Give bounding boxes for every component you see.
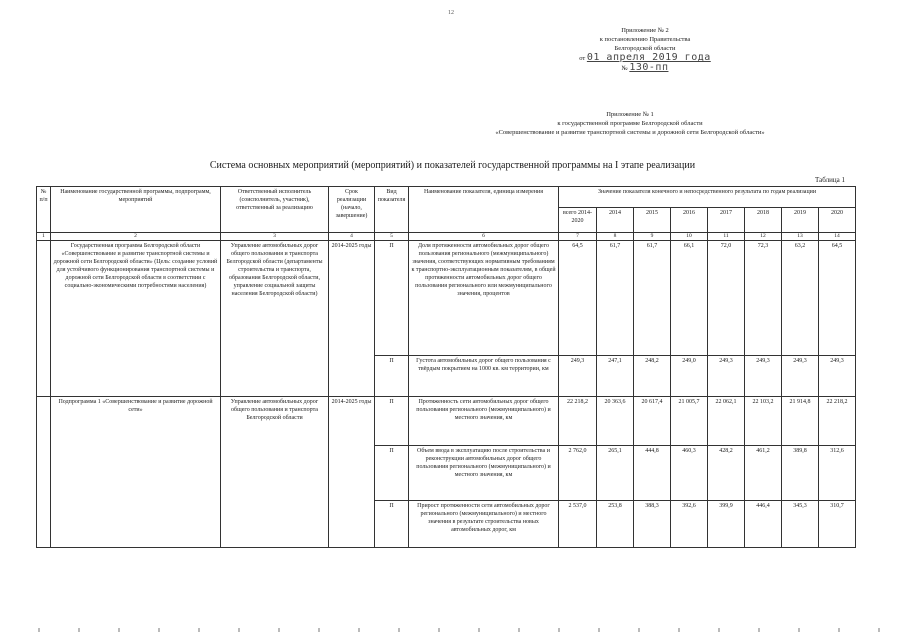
value-cell: 249,3 xyxy=(708,356,745,397)
col-number: 14 xyxy=(819,233,856,241)
col-number: 7 xyxy=(559,233,597,241)
col-number: 10 xyxy=(671,233,708,241)
header-year-total: всего 2014-2020 xyxy=(559,208,597,233)
col-number: 11 xyxy=(708,233,745,241)
header-year-2019: 2019 xyxy=(782,208,819,233)
appendix-2-number-value: 130-пп xyxy=(629,62,669,73)
value-cell: 392,6 xyxy=(671,501,708,548)
value-cell: 2 537,0 xyxy=(559,501,597,548)
value-cell: 249,3 xyxy=(745,356,782,397)
value-cell: 20 617,4 xyxy=(634,397,671,446)
value-cell: 388,3 xyxy=(634,501,671,548)
appendix-1-line1: Приложение № 1 xyxy=(606,111,654,118)
value-cell: 21 005,7 xyxy=(671,397,708,446)
header-period: Срок реализации (начало, завершение) xyxy=(329,187,375,233)
appendix-1-header xyxy=(420,110,840,137)
value-cell: 22 218,2 xyxy=(559,397,597,446)
value-cell: 247,1 xyxy=(597,356,634,397)
indicator-name: Прирост протяженности сети автомобильных дорог регионального (межмуниципального) и местного значения в результате строительства новых автомобильных дорог, км xyxy=(409,501,559,548)
value-cell: 21 914,8 xyxy=(782,397,819,446)
header-num: № п/п xyxy=(37,187,51,233)
indicator-name: Густота автомобильных дорог общего пользования с твёрдым покрытием на 1000 кв. км территории, км xyxy=(409,356,559,397)
value-cell: 64,5 xyxy=(559,241,597,356)
indicator-type: П xyxy=(375,446,409,501)
value-cell: 20 363,6 xyxy=(597,397,634,446)
appendix-2-date: от 01 апреля 2019 года xyxy=(579,52,711,63)
indicator-type: П xyxy=(375,397,409,446)
appendix-2-line2: к постановлению Правительства xyxy=(599,36,691,43)
value-cell: 249,3 xyxy=(559,356,597,397)
program-name: Государственная программа Белгородской области «Совершенствование и развитие транспортной системы и дорожной сети Белгородской области» (Цель: создание условий для устойчивого функционирования транспортной системы и дорожной сети Белгородской области в соответствии с социально-экономическими потребностями населения) xyxy=(51,241,221,397)
header-year-2015: 2015 xyxy=(634,208,671,233)
value-cell: 428,2 xyxy=(708,446,745,501)
header-year-2020: 2020 xyxy=(819,208,856,233)
value-cell: 248,2 xyxy=(634,356,671,397)
value-cell: 64,5 xyxy=(819,241,856,356)
header-year-2017: 2017 xyxy=(708,208,745,233)
indicator-type: П xyxy=(375,241,409,356)
row-number xyxy=(37,397,51,548)
col-number: 4 xyxy=(329,233,375,241)
appendix-1-line2: к государственной программе Белгородской области xyxy=(557,120,703,127)
value-cell: 345,3 xyxy=(782,501,819,548)
program-executor: Управление автомобильных дорог общего пользования и транспорта Белгородской области (департаменты строительства и транспорта, образования Белгородской области, управление социальной защиты населения Белгородской области) xyxy=(221,241,329,397)
value-cell: 61,7 xyxy=(597,241,634,356)
col-number: 1 xyxy=(37,233,51,241)
header-values-group: Значение показателя конечного и непосредственного результата по годам реализации xyxy=(559,187,856,208)
value-cell: 312,6 xyxy=(819,446,856,501)
value-cell: 249,0 xyxy=(671,356,708,397)
header-executor: Ответственный исполнитель (соисполнитель, участник), ответственный за реализацию xyxy=(221,187,329,233)
appendix-2-number: № 130-пп xyxy=(621,62,669,73)
value-cell: 460,3 xyxy=(671,446,708,501)
indicator-name: Протяженность сети автомобильных дорог общего пользования регионального (межмуниципального) и местного значения, км xyxy=(409,397,559,446)
value-cell: 444,8 xyxy=(634,446,671,501)
col-number: 8 xyxy=(597,233,634,241)
indicator-type: П xyxy=(375,501,409,548)
table-label: Таблица 1 xyxy=(815,176,845,184)
value-cell: 249,3 xyxy=(782,356,819,397)
header-name: Наименование государственной программы, подпрограмм, мероприятий xyxy=(51,187,221,233)
indicator-name: Доля протяженности автомобильных дорог общего пользования регионального (межмуниципального) значения, соответствующих нормативным требованиям к транспортно-эксплуатационным показателям, в общей протяженности автомобильных дорог общего пользования регионального или межмуниципального значения, процентов xyxy=(409,241,559,356)
value-cell: 249,3 xyxy=(819,356,856,397)
col-number: 2 xyxy=(51,233,221,241)
value-cell: 66,1 xyxy=(671,241,708,356)
indicator-name: Объем ввода в эксплуатацию после строительства и реконструкции автомобильных дорог общего пользования регионального (межмуниципального) и местного значения, км xyxy=(409,446,559,501)
program-table xyxy=(36,186,856,548)
value-cell: 22 218,2 xyxy=(819,397,856,446)
appendix-1-line3: «Совершенствование и развитие транспортной системы и дорожной сети Белгородской области» xyxy=(495,129,765,136)
subprogram-executor: Управление автомобильных дорог общего пользования и транспорта Белгородской области xyxy=(221,397,329,548)
document-title: Система основных мероприятий (мероприятий) и показателей государственной программы на I этапе реализации xyxy=(209,160,696,171)
header-type: Вид показателя xyxy=(375,187,409,233)
header-year-2018: 2018 xyxy=(745,208,782,233)
appendix-2-line1: Приложение № 2 xyxy=(621,27,669,34)
table-row xyxy=(37,241,856,356)
appendix-2-line3: Белгородской области xyxy=(614,45,676,52)
row-number xyxy=(37,241,51,397)
page-bottom-dots xyxy=(0,628,905,632)
value-cell: 22 103,2 xyxy=(745,397,782,446)
value-cell: 72,0 xyxy=(708,241,745,356)
column-number-row xyxy=(37,233,856,241)
page-number: 12 xyxy=(448,10,454,16)
subprogram-name: Подпрограмма 1 «Совершенствование и развитие дорожной сети» xyxy=(51,397,221,548)
col-number: 12 xyxy=(745,233,782,241)
value-cell: 389,8 xyxy=(782,446,819,501)
value-cell: 446,4 xyxy=(745,501,782,548)
indicator-type: П xyxy=(375,356,409,397)
value-cell: 310,7 xyxy=(819,501,856,548)
col-number: 3 xyxy=(221,233,329,241)
appendix-2-header xyxy=(560,26,730,73)
value-cell: 399,9 xyxy=(708,501,745,548)
value-cell: 2 762,0 xyxy=(559,446,597,501)
col-number: 9 xyxy=(634,233,671,241)
value-cell: 265,1 xyxy=(597,446,634,501)
col-number: 13 xyxy=(782,233,819,241)
header-indicator: Наименование показателя, единица измерения xyxy=(409,187,559,233)
value-cell: 72,3 xyxy=(745,241,782,356)
value-cell: 22 062,1 xyxy=(708,397,745,446)
table-row xyxy=(37,397,856,446)
program-period: 2014-2025 годы xyxy=(329,241,375,397)
appendix-2-date-value: 01 апреля 2019 года xyxy=(586,52,711,63)
header-year-2016: 2016 xyxy=(671,208,708,233)
value-cell: 461,2 xyxy=(745,446,782,501)
header-row xyxy=(37,187,856,208)
col-number: 5 xyxy=(375,233,409,241)
value-cell: 63,2 xyxy=(782,241,819,356)
header-year-2014: 2014 xyxy=(597,208,634,233)
value-cell: 253,8 xyxy=(597,501,634,548)
col-number: 6 xyxy=(409,233,559,241)
value-cell: 61,7 xyxy=(634,241,671,356)
subprogram-period: 2014-2025 годы xyxy=(329,397,375,548)
